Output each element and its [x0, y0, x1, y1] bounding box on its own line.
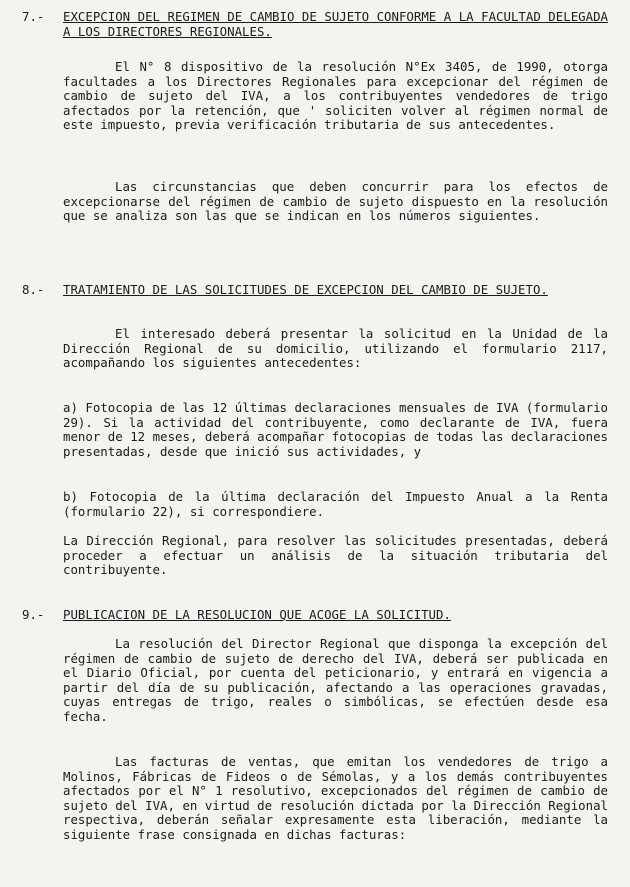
paragraph: El interesado deberá presentar la solicitud en la Unidad de la Dirección Regional de su domicilio, utilizando el formulario 2117, acompañando los siguientes antecedentes:: [63, 326, 608, 371]
list-item-b: b) Fotocopia de la última declaración del Impuesto Anual a la Renta (formulario 22), si correspondiere.: [63, 489, 608, 519]
section-heading: TRATAMIENTO DE LAS SOLICITUDES DE EXCEPCION DEL CAMBIO DE SUJETO.: [63, 282, 548, 297]
section-heading: PUBLICACION DE LA RESOLUCION QUE ACOGE LA SOLICITUD.: [63, 607, 451, 622]
section-number: 9.-: [22, 607, 45, 622]
section-number: 7.-: [22, 9, 45, 24]
paragraph: El N° 8 dispositivo de la resolución N°Ex 3405, de 1990, otorga facultades a los Directores Regionales para excepcionar del régimen de cambio de sujeto del IVA, a los contribuyentes vendedores de trigo afectados por la retención, que ' soliciten volver al régimen normal de este impuesto, previa verificación tributaria de sus antecedentes.: [63, 59, 608, 133]
paragraph: La Dirección Regional, para resolver las solicitudes presentadas, deberá proceder a efectuar un análisis de la situación tributaria del contribuyente.: [63, 533, 608, 578]
paragraph: La resolución del Director Regional que disponga la excepción del régimen de cambio de sujeto de derecho del IVA, deberá ser publicada en el Diario Oficial, por cuenta del peticionario, y entrará en vigencia a partir del día de su publicación, afectando a las operaciones gravadas, cuyas entregas de trigo, reales o simbólicas, se efectúen desde esa fecha.: [63, 636, 608, 724]
paragraph: Las circunstancias que deben concurrir para los efectos de excepcionarse del régimen de cambio de sujeto dispuesto en la resolución que se analiza son las que se indican en los números siguientes.: [63, 179, 608, 224]
paragraph: Las facturas de ventas, que emitan los vendedores de trigo a Molinos, Fábricas de Fideos o de Sémolas, y a los demás contribuyentes afectados por el N° 1 resolutivo, excepcionados del régimen de cambio de sujeto del IVA, en virtud de resolución dictada por la Dirección Regional respectiva, deberán señalar expresamente esta liberación, mediante la siguiente frase consignada en dichas facturas:: [63, 754, 608, 842]
section-heading: EXCEPCION DEL REGIMEN DE CAMBIO DE SUJETO CONFORME A LA FACULTAD DELEGADA A LOS DIRECTORES REGIONALES.: [63, 9, 608, 39]
list-item-a: a) Fotocopia de las 12 últimas declaraciones mensuales de IVA (formulario 29). Si la actividad del contribuyente, como declarante de IVA, fuera menor de 12 meses, deberá acompañar fotocopias de todas las declaraciones presentadas, desde que inició sus actividades, y: [63, 400, 608, 459]
section-number: 8.-: [22, 282, 45, 297]
